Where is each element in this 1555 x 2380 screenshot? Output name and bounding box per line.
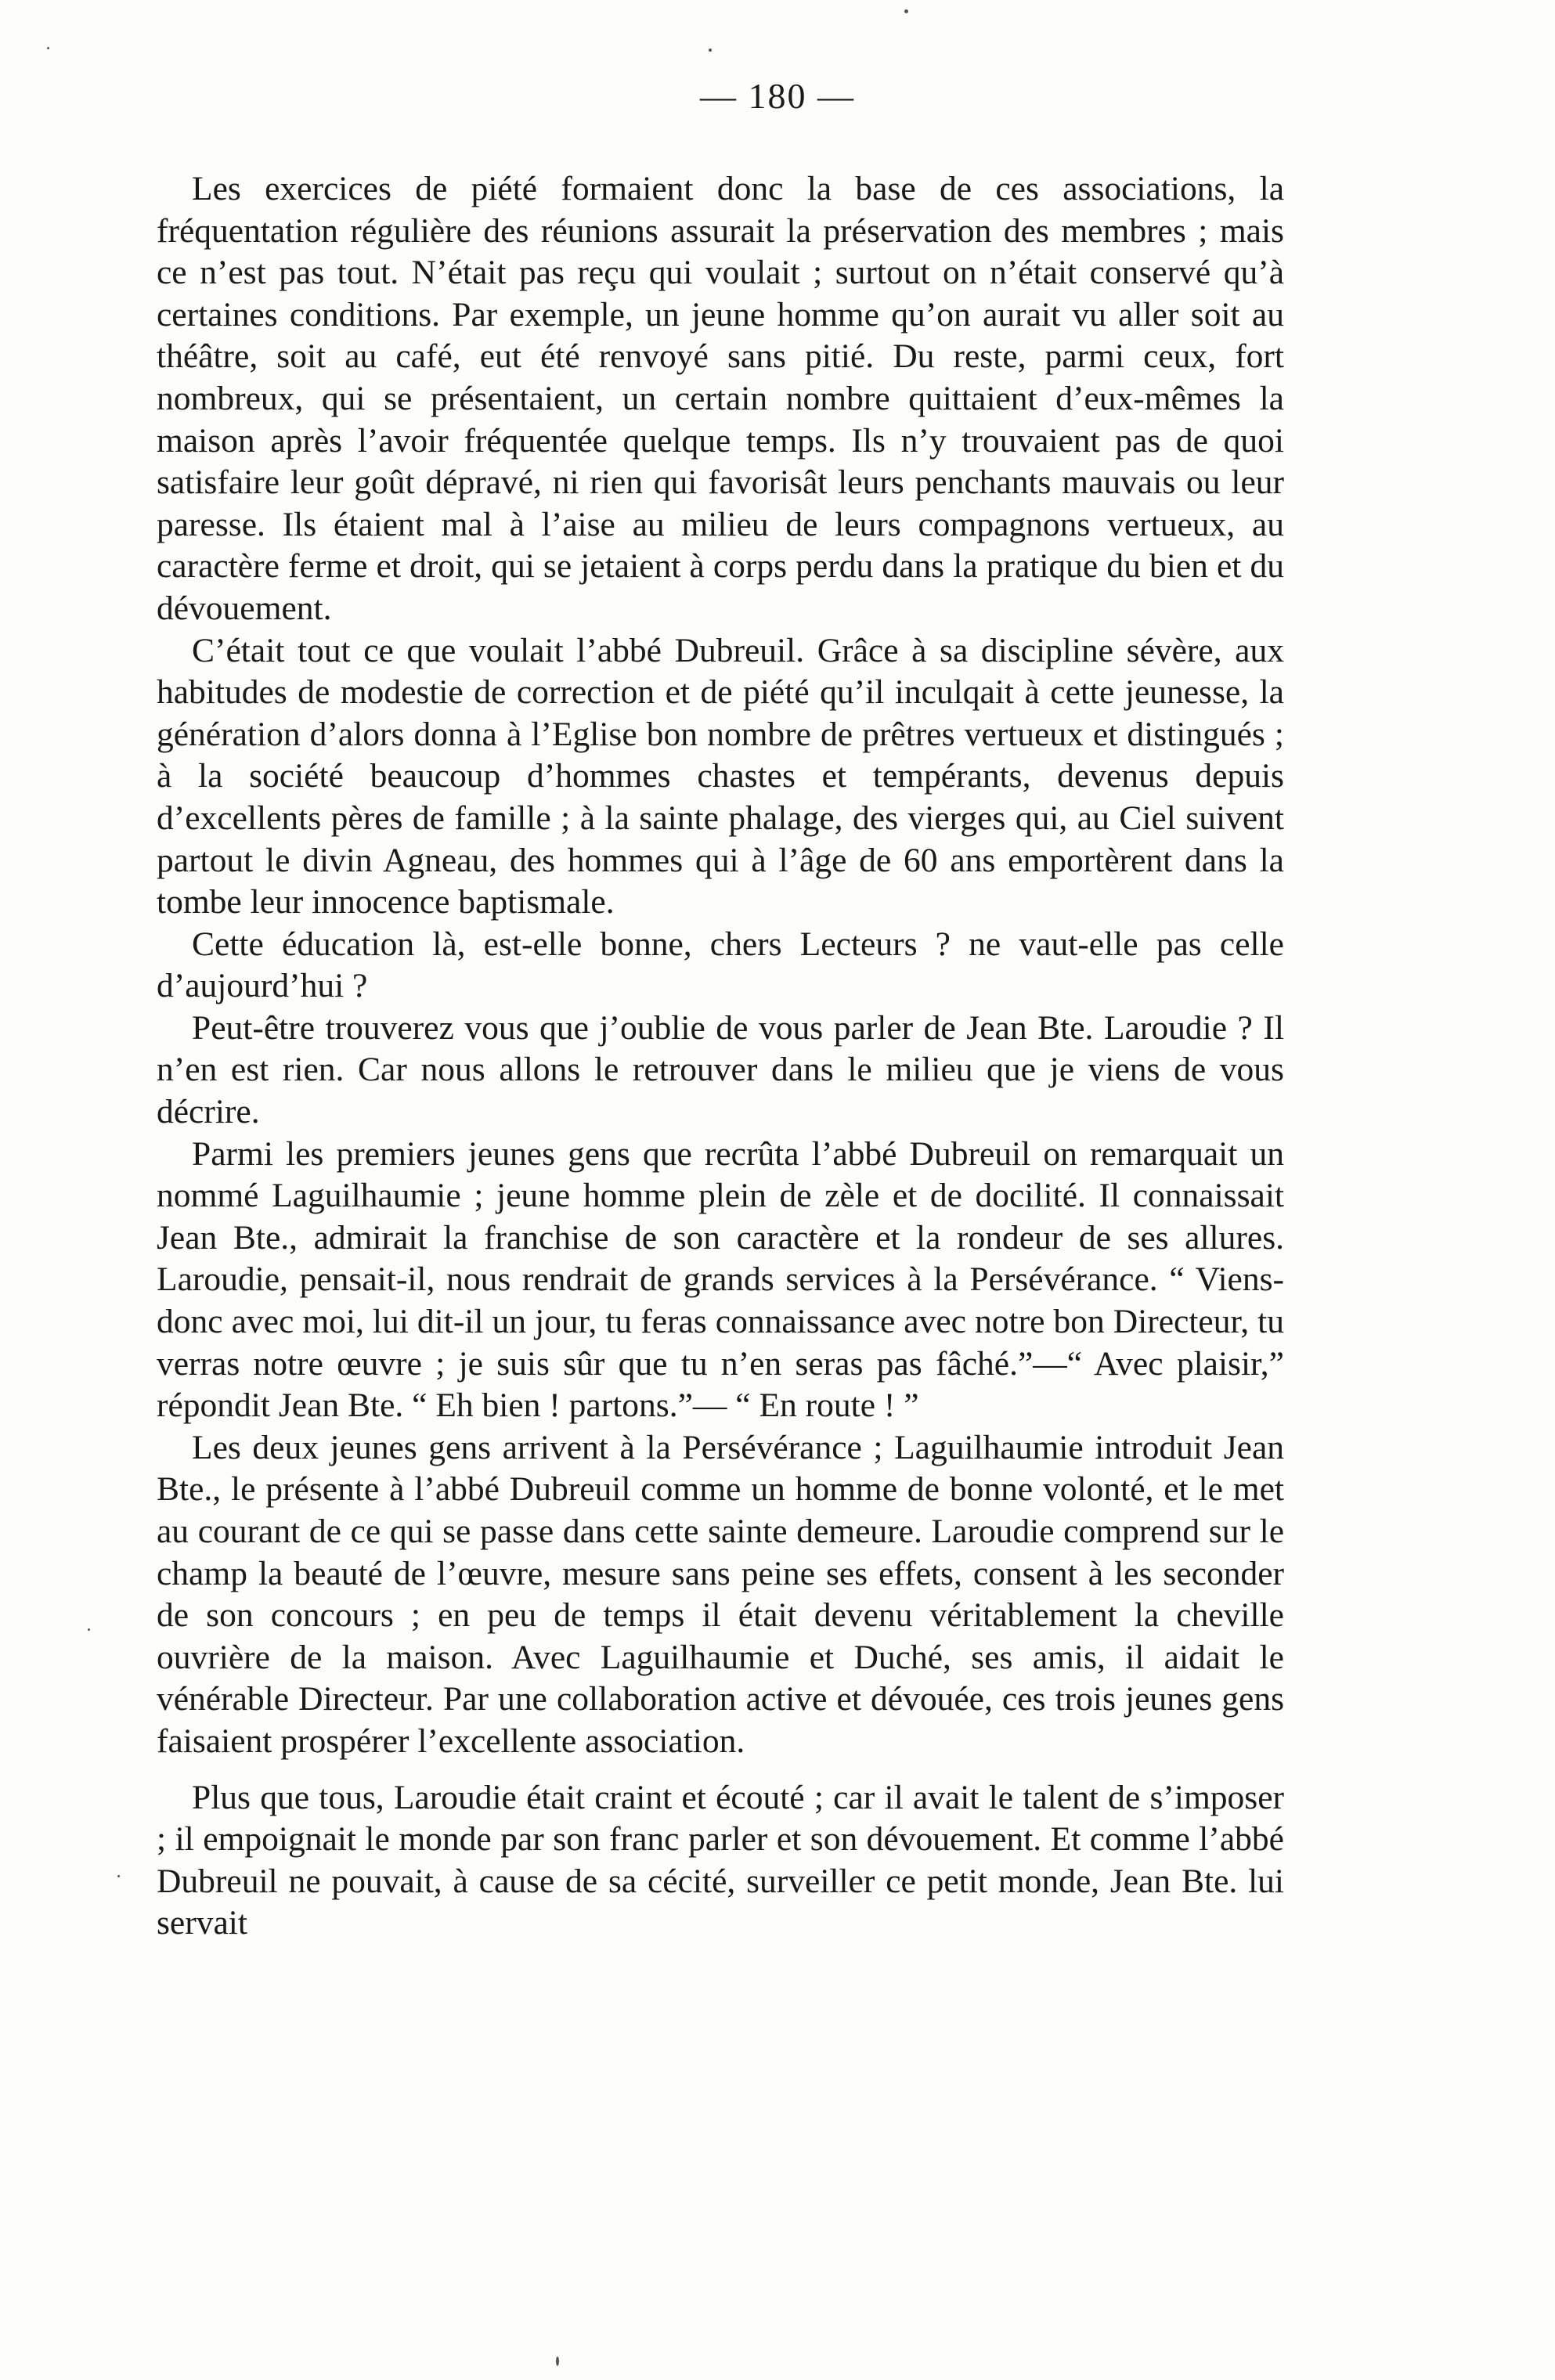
page-number: — 180 — bbox=[700, 76, 855, 116]
paragraph-6: Les deux jeunes gens arrivent à la Persévérance ; Laguilhaumie introduit Jean Bte., le présente à l’abbé Dubreuil comme un homme de bonne volonté, et le met au courant de ce qui se passe dans cette sainte demeure. Laroudie comprend sur le champ la beauté de l’œuvre, mesure sans peine ses effets, consent à les seconder de son concours ; en peu de temps il était devenu véritablement la cheville ouvrière de la maison. Avec Laguilhaumie et Duché, ses amis, il aidait le vénérable Directeur. Par une collaboration active et dévouée, ces trois jeunes gens faisaient prospérer l’excellente association. bbox=[157, 1428, 1284, 1760]
paragraph-4: Peut-être trouverez vous que j’oublie de vous parler de Jean Bte. Laroudie ? Il n’en est rien. Car nous allons le retrouver dans le milieu que je viens de vous décrire. bbox=[157, 1008, 1284, 1131]
scan-speck bbox=[904, 9, 908, 13]
scan-speck bbox=[556, 2357, 559, 2366]
paragraph-5: Parmi les premiers jeunes gens que recrûta l’abbé Dubreuil on remarquait un nommé Laguilhaumie ; jeune homme plein de zèle et de docilité. Il connaissait Jean Bte., admirait la franchise de son caractère et la rondeur de ses allures. Laroudie, pensait-il, nous rendrait de grands services à la Persévérance. “ Viens-donc avec moi, lui dit-il un jour, tu feras connaissance avec notre bon Directeur, tu verras notre œuvre ; je suis sûr que tu n’en seras pas fâché.”—“ Avec plaisir,” répondit Jean Bte. “ Eh bien ! partons.”— “ En route ! ” bbox=[157, 1134, 1284, 1425]
scan-speck bbox=[117, 1875, 120, 1877]
page-text bbox=[157, 168, 1284, 1945]
scan-speck bbox=[709, 49, 712, 52]
paragraph-7: Plus que tous, Laroudie était craint et écouté ; car il avait le talent de s’imposer ; il empoignait le monde par son franc parler et son dévouement. Et comme l’abbé Dubreuil ne pouvait, à cause de sa cécité, surveiller ce petit monde, Jean Bte. lui servait bbox=[157, 1778, 1284, 1942]
paragraph-3: Cette éducation là, est-elle bonne, chers Lecteurs ? ne vaut-elle pas celle d’aujourd’hui ? bbox=[157, 925, 1284, 1005]
paragraph-1: Les exercices de piété formaient donc la base de ces associations, la fréquentation régulière des réunions assurait la préservation des membres ; mais ce n’est pas tout. N’était pas reçu qui voulait ; surtout on n’était conservé qu’à certaines conditions. Par exemple, un jeune homme qu’on aurait vu aller soit au théâtre, soit au café, eut été renvoyé sans pitié. Du reste, parmi ceux, fort nombreux, qui se présentaient, un certain nombre quittaient d’eux-mêmes la maison après l’avoir fréquentée quelque temps. Ils n’y trouvaient pas de quoi satisfaire leur goût dépravé, ni rien qui favorisât leurs penchants mauvais ou leur paresse. Ils étaient mal à l’aise au milieu de leurs compagnons vertueux, au caractère ferme et droit, qui se jetaient à corps perdu dans la pratique du bien et du dévouement. bbox=[157, 170, 1284, 627]
scan-speck bbox=[88, 1628, 90, 1631]
paragraph-2: C’était tout ce que voulait l’abbé Dubreuil. Grâce à sa discipline sévère, aux habitudes de modestie de correction et de piété qu’il inculqait à cette jeunesse, la génération d’alors donna à l’Eglise bon nombre de prêtres vertueux et distingués ; à la société beaucoup d’hommes chastes et tempérants, devenus depuis d’excellents pères de famille ; à la sainte phalage, des vierges qui, au Ciel suivent partout le divin Agneau, des hommes qui à l’âge de 60 ans emportèrent dans la tombe leur innocence baptismale. bbox=[157, 631, 1284, 921]
scan-speck bbox=[47, 47, 49, 49]
